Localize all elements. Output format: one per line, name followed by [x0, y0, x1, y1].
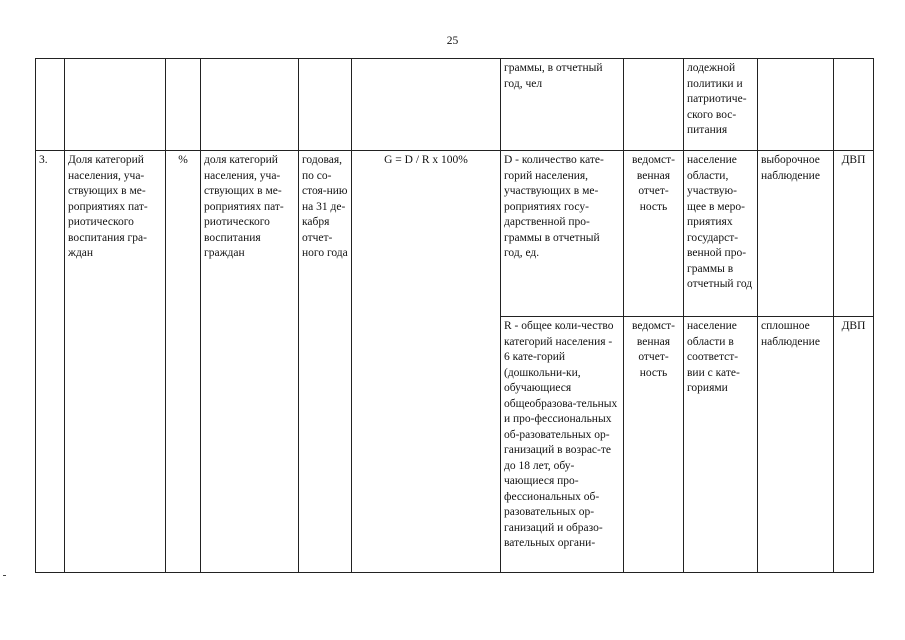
- component-responsible: ДВП: [834, 317, 874, 573]
- table-row: [36, 59, 874, 151]
- empty-cell: [758, 59, 834, 151]
- margin-tick: [3, 575, 6, 576]
- empty-cell: [299, 59, 352, 151]
- empty-cell: [166, 59, 201, 151]
- component-responsible: ДВП: [834, 151, 874, 317]
- page-number: 25: [446, 35, 459, 47]
- empty-cell: [624, 59, 684, 151]
- indicator-table: [35, 58, 874, 573]
- indicator-unit: %: [166, 151, 201, 573]
- empty-cell: [36, 59, 65, 151]
- component-description: R - общее коли-чество категорий населения - 6 кате-горий (дошкольни-ки, обучающиеся общеобразова-тельных и про-фессиональных об-разовательных ор-ганизаций в возрас-те до 18 лет, обу-чающиеся про-фессиональных об-разовательных ор-ганизаций и образо-вательных органи-: [501, 317, 624, 573]
- indicator-name: Доля категорий населения, уча-ствующих в ме-роприятиях пат-риотического воспитания гра-ждан: [65, 151, 166, 573]
- empty-cell: [65, 59, 166, 151]
- component-source: ведомст-венная отчет-ность: [624, 317, 684, 573]
- component-method: выборочное наблюдение: [758, 151, 834, 317]
- formula-component-cell: граммы, в отчетный год, чел: [501, 59, 624, 151]
- component-source: ведомст-венная отчет-ность: [624, 151, 684, 317]
- component-population: население области в соответст-вии с кате-гориями: [684, 317, 758, 573]
- empty-cell: [834, 59, 874, 151]
- indicator-periodicity: годовая, по со-стоя-нию на 31 де-кабря отчет-ного года: [299, 151, 352, 573]
- component-population: население области, участвую-щее в меро-приятиях государст-венной про-граммы в отчетный год: [684, 151, 758, 317]
- component-description: D - количество кате-горий населения, участвующих в ме-роприятиях госу-дарственной про-граммы в отчетный год, ед.: [501, 151, 624, 317]
- empty-cell: [201, 59, 299, 151]
- indicator-definition: доля категорий населения, уча-ствующих в ме-роприятиях пат-риотического воспитания граждан: [201, 151, 299, 573]
- indicator-number: 3.: [36, 151, 65, 573]
- empty-cell: [352, 59, 501, 151]
- table-row: [36, 151, 874, 317]
- component-method: сплошное наблюдение: [758, 317, 834, 573]
- indicator-formula: G = D / R x 100%: [352, 151, 501, 573]
- population-cell: лодежной политики и патриотиче-ского вос-питания: [684, 59, 758, 151]
